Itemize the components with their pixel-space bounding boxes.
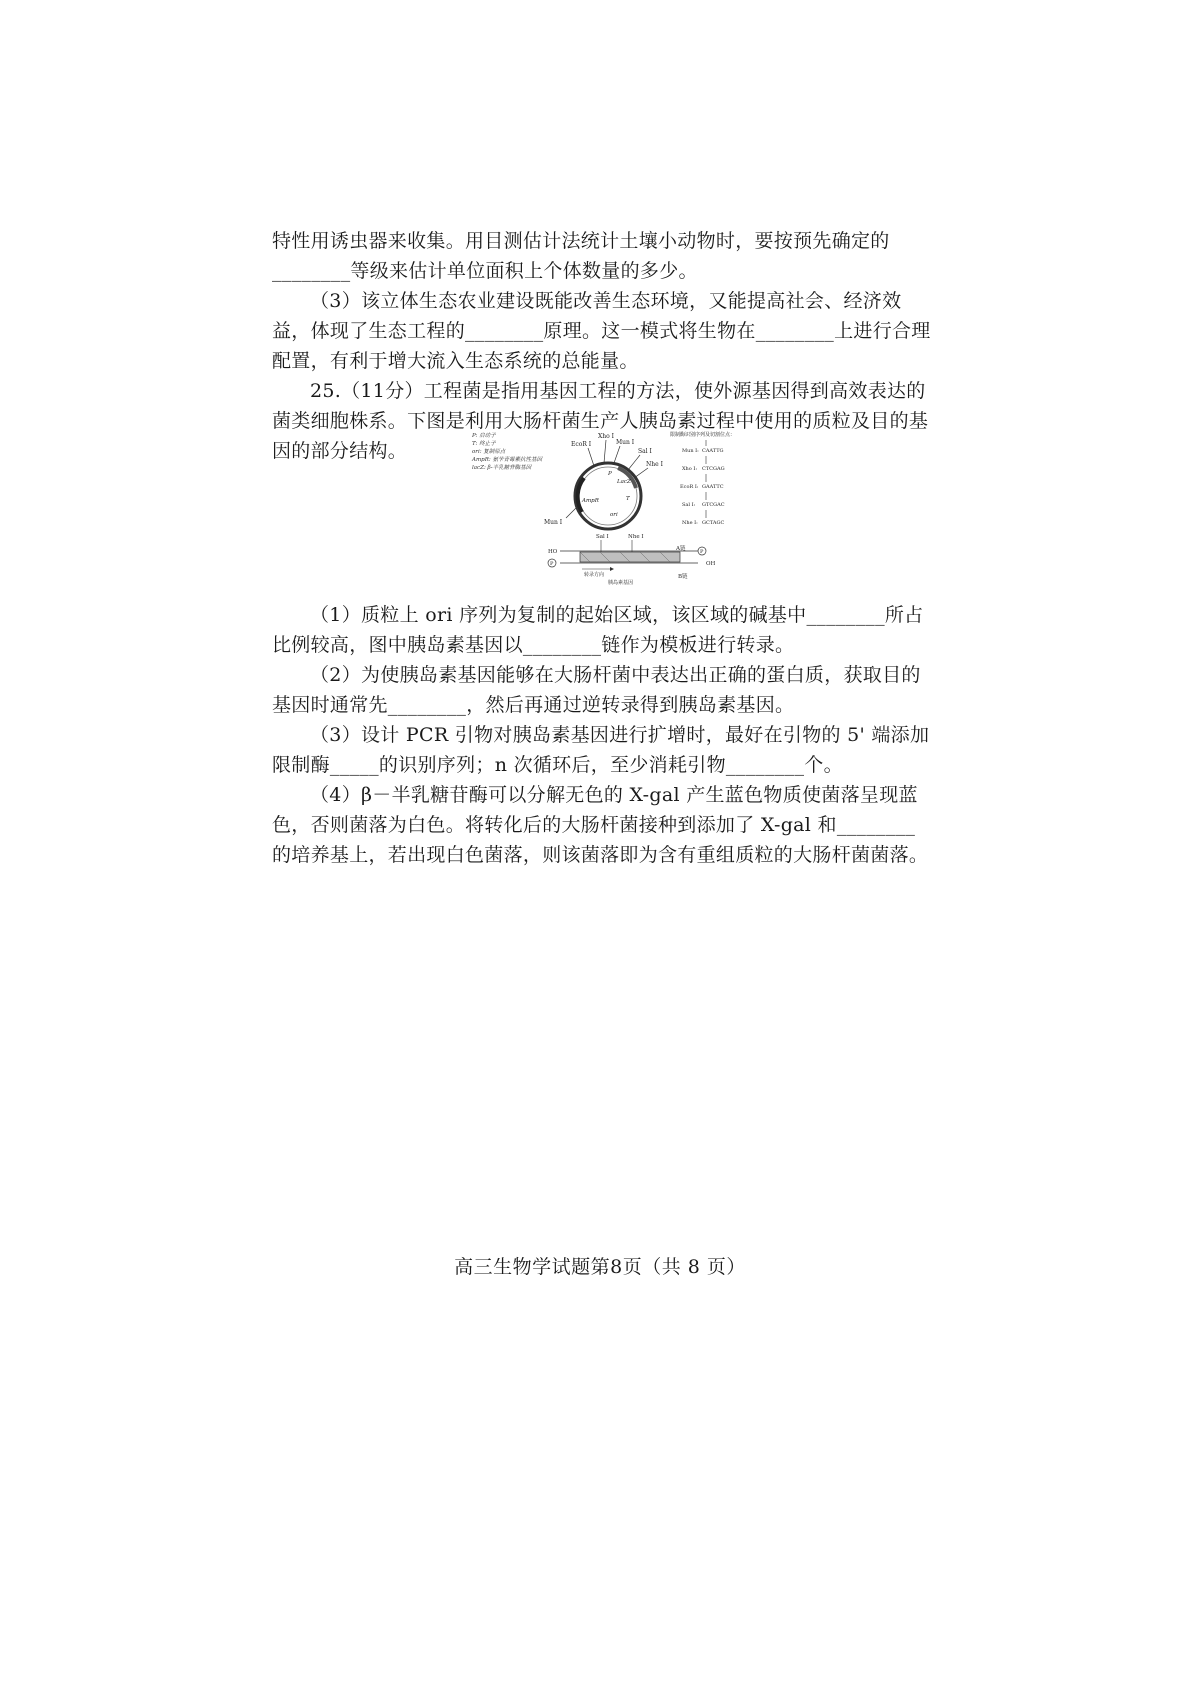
plasmid-figure xyxy=(470,428,770,588)
site-seq: GCTAGC xyxy=(702,520,725,526)
site-name: EcoR I: xyxy=(680,484,699,490)
question-1: （1）质粒上 ori 序列为复制的起始区域，该区域的碱基中________所占比例较高，图中胰岛素基因以________链作为模板进行转录。 xyxy=(272,604,924,656)
question-2: （2）为使胰岛素基因能够在大肠杆菌中表达出正确的蛋白质，获取目的基因时通常先________，然后再通过逆转录得到胰岛素基因。 xyxy=(272,664,921,716)
page-footer: 高三生物学试题第8页（共 8 页） xyxy=(454,1256,746,1278)
legend-item: T: 终止子 xyxy=(472,441,496,447)
plasmid-diagram xyxy=(470,428,770,588)
gene-sal-label: Sal I xyxy=(596,534,609,540)
direction-label: 转录方向 xyxy=(584,572,605,578)
site-name: Xho I: xyxy=(682,466,698,472)
site-seq: GTCGAC xyxy=(702,502,725,508)
legend-item: ori: 复制原点 xyxy=(472,449,506,455)
site-name: Nhe I: xyxy=(682,520,698,526)
lacz-label: LacZ xyxy=(617,479,631,485)
site-mun-left-label: Mun I xyxy=(544,519,563,526)
site-nhe-label: Nhe I xyxy=(646,461,663,468)
question-block xyxy=(272,600,932,870)
phosphate-left: P xyxy=(550,561,554,567)
paragraph-q25-intro: 25.（11分）工程菌是指用基因工程的方法，使外源基因得到高效表达的菌类细胞株系。下图是利用大肠杆菌生产人胰岛素过程中使用的质粒及目的基因的部分结构。 xyxy=(272,380,929,462)
site-seq: CAATTG xyxy=(702,448,724,454)
site-name: Mun I: xyxy=(682,448,699,454)
terminator-label: T xyxy=(626,496,630,502)
legend-item: P: 启动子 xyxy=(472,433,496,439)
site-xho-label: Xho I xyxy=(598,433,615,440)
question-4: （4）β－半乳糖苷酶可以分解无色的 X-gal 产生蓝色物质使菌落呈现蓝色，否则菌落为白色。将转化后的大肠杆菌接种到添加了 X-gal 和________的培养基上，若出现白色菌落，则该菌落即为含有重组质粒的大肠杆菌菌落。 xyxy=(272,784,929,866)
amp-gene-segment xyxy=(578,478,584,512)
insulin-gene-fragment xyxy=(548,534,716,586)
gene-label: 胰岛素基因 xyxy=(608,580,634,586)
amp-label: AmpR xyxy=(582,498,599,504)
site-mun-top-label: Mun I xyxy=(616,439,635,446)
ori-label: ori xyxy=(610,512,618,518)
site-name: Sal I: xyxy=(682,502,696,508)
ho-label: HO xyxy=(548,549,558,555)
phosphate-right: P xyxy=(700,549,704,555)
paragraph-continuation: 特性用诱虫器来收集。用目测估计法统计土壤小动物时，要按预先确定的________等级来估计单位面积上个体数量的多少。 xyxy=(272,230,890,282)
sites-title: 限制酶识别序列及切割位点： xyxy=(670,432,736,438)
paragraph-q3: （3）该立体生态农业建设既能改善生态环境，又能提高社会、经济效益，体现了生态工程的________原理。这一模式将生物在________上进行合理配置，有利于增大流入生态系统的总能量。 xyxy=(272,290,931,372)
gene-nhe-label: Nhe I xyxy=(628,534,644,540)
question-3: （3）设计 PCR 引物对胰岛素基因进行扩增时，最好在引物的 5' 端添加限制酶_____的识别序列；n 次循环后，至少消耗引物________个。 xyxy=(272,724,930,776)
b-strand-label: B链 xyxy=(678,574,688,580)
legend-item: lacZ: β-半乳糖苷酶基因 xyxy=(472,465,532,471)
lacz-segment xyxy=(618,468,636,488)
site-sal-label: Sal I xyxy=(638,448,652,455)
site-ecor-label: EcoR I xyxy=(571,441,592,448)
a-strand-label: A链 xyxy=(676,546,686,552)
site-seq: GAATTC xyxy=(702,484,724,490)
promoter-label: P xyxy=(608,471,612,477)
legend-item: AmpR: 氨苄青霉素抗性基因 xyxy=(472,457,542,463)
site-seq: CTCGAG xyxy=(702,466,725,472)
oh-label: OH xyxy=(706,561,716,567)
